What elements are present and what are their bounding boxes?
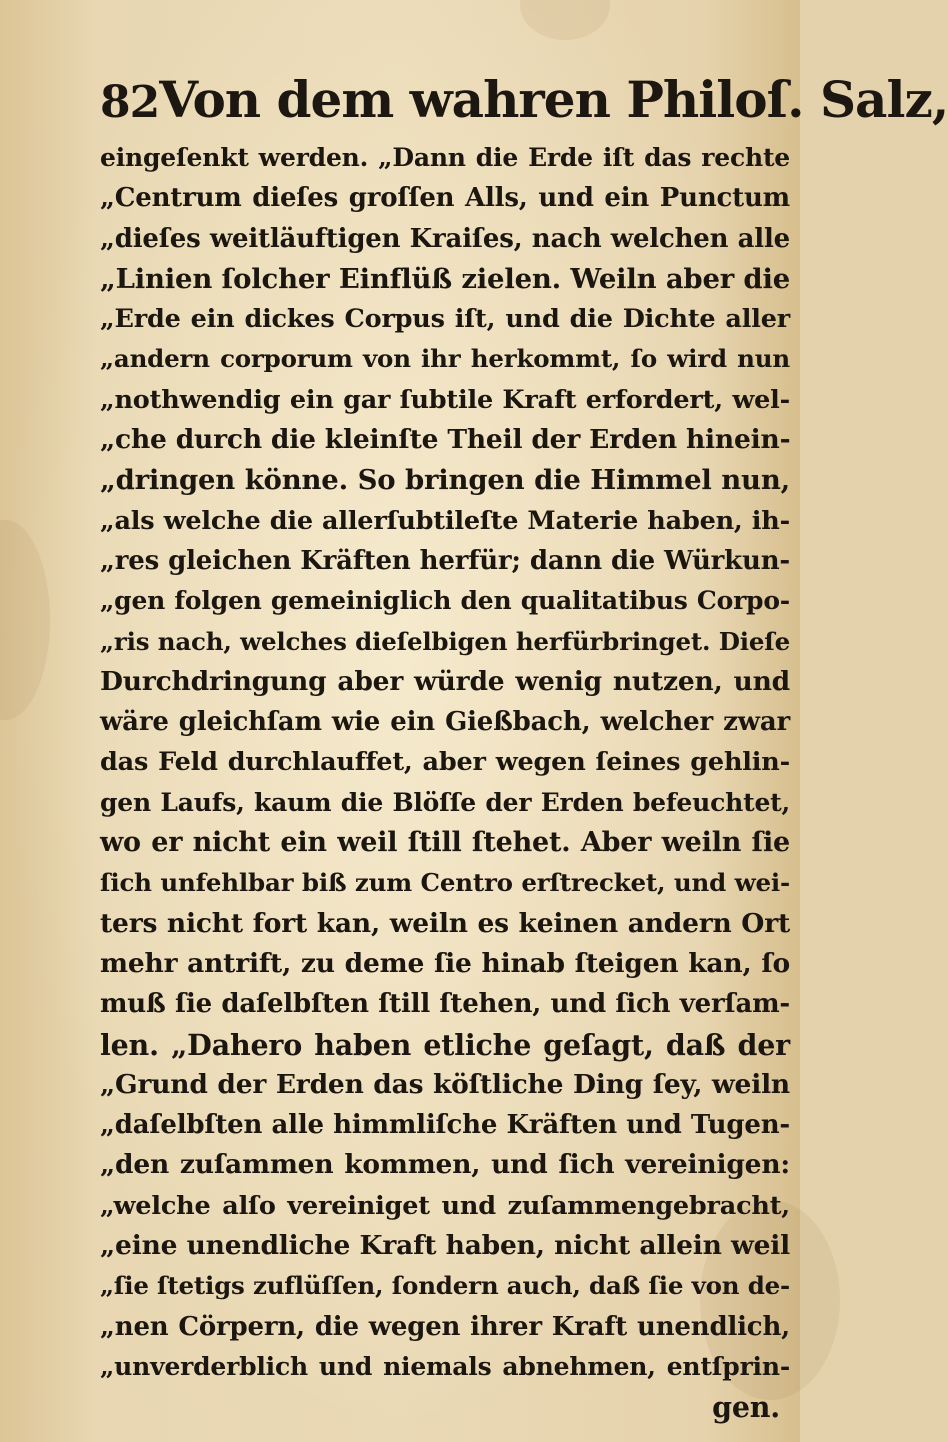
- text-line: „den zuſammen kommen, und ſich vereinigen:: [100, 1149, 790, 1181]
- text-line: „eine unendliche Kraft haben, nicht allein weil: [100, 1230, 790, 1262]
- text-line: „ſie ſtetigs zuflüſſen, ſondern auch, daß ſie von de-: [100, 1271, 790, 1301]
- text-line: „res gleichen Kräften herfür; dann die Würkun-: [100, 545, 790, 576]
- text-line: das Feld durchlauffet, aber wegen ſeines gehlin-: [100, 747, 790, 778]
- text-line: „daſelbſten alle himmliſche Kräften und Tugen-: [100, 1110, 790, 1141]
- text-line: „dieſes weitläuftigen Kraiſes, nach welchen alle: [100, 223, 790, 254]
- body-text: [100, 138, 790, 1428]
- paper-stain: [0, 520, 50, 720]
- text-line: gen Laufs, kaum die Blöſſe der Erden befeuchtet,: [100, 787, 790, 817]
- text-line: muß ſie daſelbſten ſtill ſtehen, und ſich verſam-: [100, 989, 790, 1020]
- text-line: „welche alſo vereiniget und zuſammengebracht,: [100, 1190, 790, 1221]
- text-line: wäre gleichſam wie ein Gießbach, welcher zwar: [100, 707, 790, 738]
- text-line: „dringen könne. So bringen die Himmel nun,: [100, 464, 790, 497]
- paper-stain: [520, 0, 610, 40]
- text-line: mehr antrift, zu deme ſie hinab ſteigen kan, ſo: [100, 947, 790, 979]
- text-line: wo er nicht ein weil ſtill ſtehet. Aber weiln ſie: [100, 827, 790, 859]
- text-line: Durchdringung aber würde wenig nutzen, und: [100, 665, 790, 697]
- text-line: „unverderblich und niemals abnehmen, entſprin-: [100, 1351, 790, 1381]
- text-line: „Grund der Erden das köſtliche Ding ſey, weiln: [100, 1068, 790, 1100]
- text-line: „che durch die kleinſte Theil der Erden hinein-: [100, 424, 791, 456]
- text-line: „gen folgen gemeiniglich den qualitatibus Corpo-: [100, 586, 790, 616]
- text-line: „ris nach, welches dieſelbigen herfürbringet. Dieſe: [100, 626, 790, 656]
- text-line: eingeſenkt werden. „Dann die Erde iſt das rechte: [100, 143, 790, 172]
- page-number: 82: [100, 77, 160, 128]
- text-line: „Linien ſolcher Einflüß zielen. Weiln aber die: [100, 262, 790, 295]
- text-line: „nen Cörpern, die wegen ihrer Kraft unendlich,: [100, 1311, 790, 1342]
- text-line: ters nicht fort kan, weiln es keinen andern Ort: [100, 907, 790, 939]
- page-header: [100, 70, 948, 140]
- text-line: ſich unfehlbar biß zum Centro erſtrecket, und wei-: [100, 868, 790, 898]
- text-line: „nothwendig ein gar ſubtile Kraft erfordert, wel-: [100, 384, 790, 415]
- text-line: „Erde ein dickes Corpus iſt, und die Dichte aller: [100, 304, 790, 335]
- text-line: „andern corporum von ihr herkommt, ſo wird nun: [100, 344, 790, 374]
- running-title: Von dem wahren Philoſ. Salz,: [159, 70, 948, 129]
- text-line: „Centrum dieſes groſſen Alls, und ein Punctum: [100, 183, 790, 214]
- text-line: „als welche die allerſubtileſte Materie haben, ih-: [100, 505, 790, 536]
- catchword: gen.: [712, 1390, 780, 1425]
- text-line: len. „Dahero haben etliche geſagt, daß der: [100, 1027, 790, 1062]
